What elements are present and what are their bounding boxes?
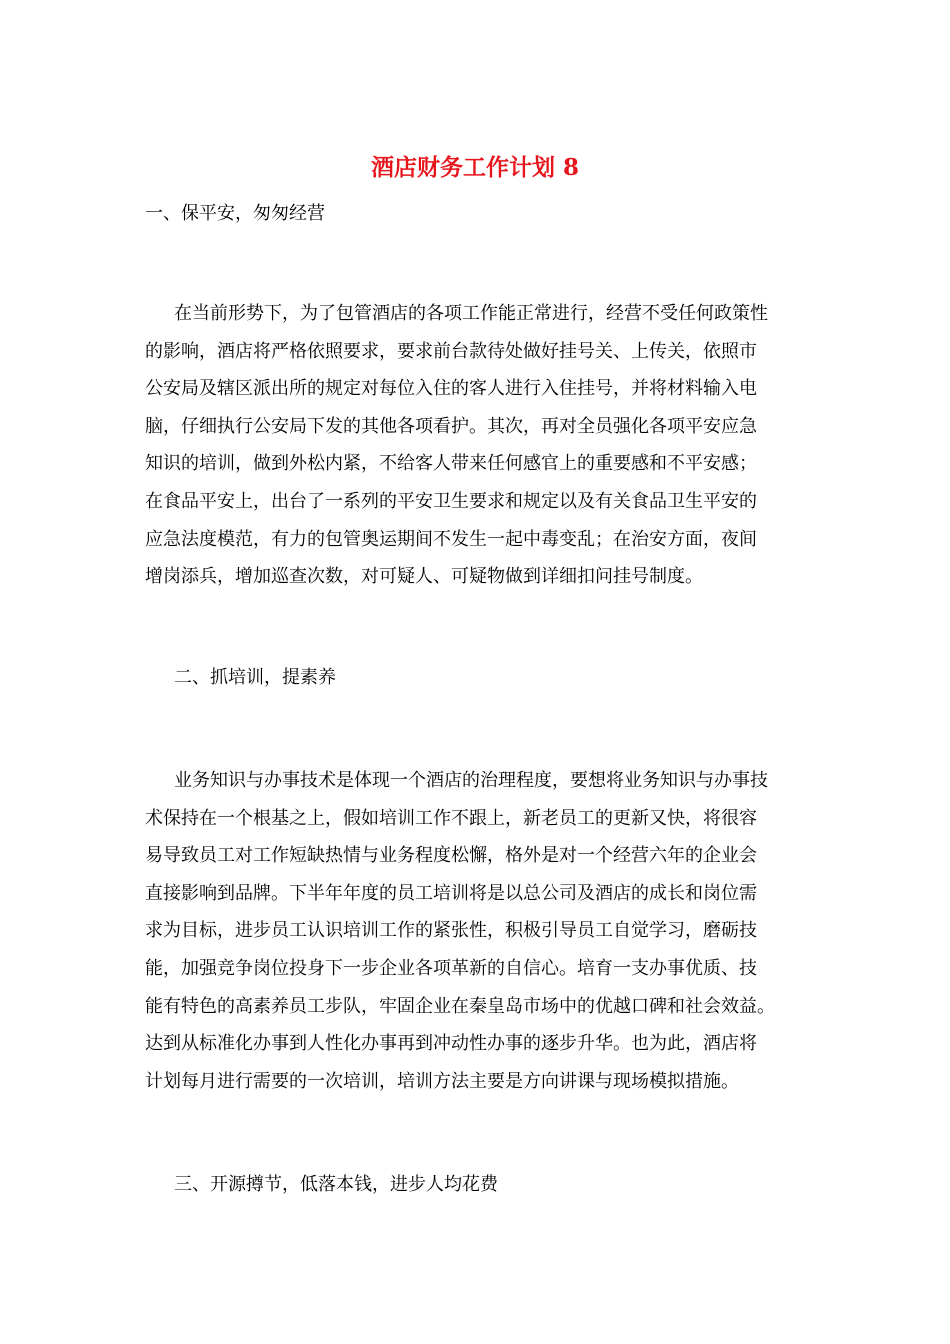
paragraph-line: 公安局及辖区派出所的规定对每位入住的客人进行入住挂号，并将材料输入电 [145, 378, 757, 400]
paragraph-line: 术保持在一个根基之上，假如培训工作不跟上，新老员工的更新又快，将很容 [145, 807, 757, 829]
paragraph-line: 应急法度模范，有力的包管奥运期间不发生一起中毒变乱；在治安方面，夜间 [145, 528, 757, 550]
document-title: 酒店财务工作计划 8 [370, 154, 579, 181]
paragraph-line: 达到从标准化办事到人性化办事再到冲动性办事的逐步升华。也为此，酒店将 [145, 1033, 757, 1055]
section-3-heading: 三、开源撙节，低落本钱，进步人均花费 [174, 1174, 498, 1195]
section-1-heading: 一、保平安，匆匆经营 [145, 203, 325, 224]
paragraph-line: 的影响，酒店将严格依照要求，要求前台款待处做好挂号关、上传关，依照市 [145, 340, 757, 362]
paragraph-line: 在食品平安上，出台了一系列的平安卫生要求和规定以及有关食品卫生平安的 [145, 490, 757, 512]
paragraph-line: 求为目标，进步员工认识培训工作的紧张性，积极引导员工自觉学习，磨砺技 [145, 920, 757, 942]
paragraph-line: 能有特色的高素养员工步队，牢固企业在秦皇岛市场中的优越口碑和社会效益。 [145, 995, 775, 1017]
paragraph-line: 易导致员工对工作短缺热情与业务程度松懈，格外是对一个经营六年的企业会 [145, 845, 757, 867]
paragraph-line: 能，加强竞争岗位投身下一步企业各项革新的自信心。培育一支办事优质、技 [145, 957, 757, 979]
section-2-heading: 二、抓培训，提素养 [174, 667, 336, 688]
section-2-paragraph [145, 762, 807, 1100]
paragraph-line: 脑，仔细执行公安局下发的其他各项看护。其次，再对全员强化各项平安应急 [145, 415, 757, 437]
paragraph-line: 在当前形势下，为了包管酒店的各项工作能正常进行，经营不受任何政策性 [174, 303, 768, 324]
paragraph-line: 业务知识与办事技术是体现一个酒店的治理程度，要想将业务知识与办事技 [174, 770, 768, 791]
paragraph-line: 直接影响到品牌。下半年年度的员工培训将是以总公司及酒店的成长和岗位需 [145, 882, 757, 904]
section-1-paragraph [145, 295, 807, 596]
paragraph-line: 知识的培训，做到外松内紧，不给客人带来任何感官上的重要感和不平安感； [145, 453, 757, 475]
paragraph-line: 计划每月进行需要的一次培训，培训方法主要是方向讲课与现场模拟措施。 [145, 1070, 739, 1092]
paragraph-line: 增岗添兵，增加巡查次数，对可疑人、可疑物做到详细扣问挂号制度。 [145, 566, 703, 588]
